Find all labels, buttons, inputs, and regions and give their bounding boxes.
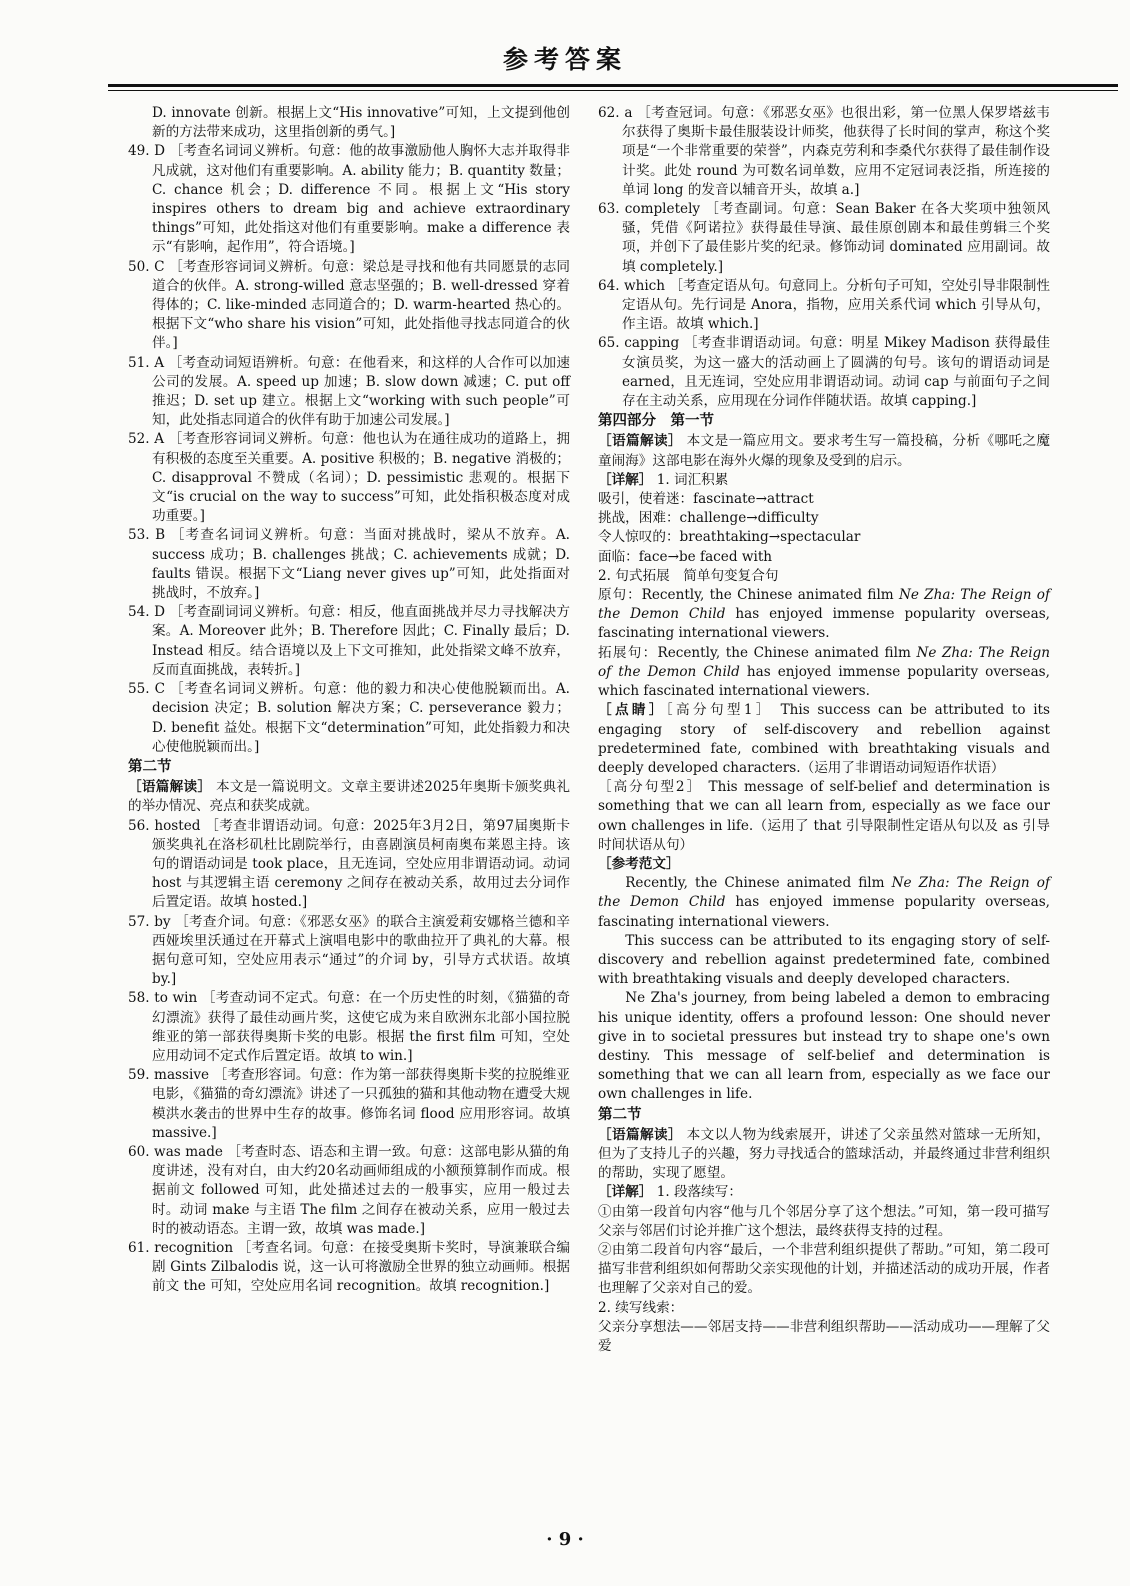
section-2-heading: 第二节: [598, 1106, 642, 1123]
tip1-label: ［高分句型1］: [665, 702, 773, 719]
part-4-heading: 第四部分 第一节: [598, 413, 714, 430]
answer-54: 54. D ［考查副词词义辨析。句意：相反，他直面挑战并尽力寻找解决方案。A. Moreover 此外；B. Therefore 因此；C. Finally 最后；D. Instead 相反。结合语境以及上下文可推知，此处指梁文峰不放弃，反而直面挑战，表转折。]: [128, 604, 570, 678]
reading-label: ［语篇解读］: [598, 1126, 682, 1143]
reading-text: 本文是一篇应用文。要求考生写一篇投稿，分析《哪吒之魔童闹海》这部电影在海外火爆的现象及受到的启示。: [598, 433, 1051, 469]
header-rule-thin: [108, 90, 1118, 91]
page-number: · 9 ·: [546, 1529, 584, 1550]
answer-52: 52. A ［考查形容词词义辨析。句意：他也认为在通往成功的道路上，拥有积极的态度至关重要。A. positive 积极的；B. negative 消极的；C. disapproval 不赞成（名词）；D. pessimistic 悲观的。根据下文“is crucial on the way to success”可知，此处指积极态度对成功重要。]: [128, 431, 570, 525]
ext-text-a: Recently, the Chinese animated film: [657, 644, 917, 661]
sample-paragraph-3: Ne Zha's journey, from being labeled a demon to embracing his unique identity, offers a profound lesson: One should never give in to societal pressures but instead try to shape one's own destiny. This message of self-belief and determination is something that we can all learn from, especially as we face our own challenges in life.: [598, 990, 1050, 1103]
tip1-text: This success can be attributed to its engaging story of self-discovery and rebellion against predetermined fate, combined with breathtaking visuals and deeply developed characters.（运用了非谓语动词短语作状语）: [598, 702, 1050, 776]
sample-essay: [598, 874, 1050, 1104]
tip-label: ［点睛］: [598, 702, 666, 719]
answer-58: 58. to win ［考查动词不定式。句意：在一个历史性的时刻，《猫猫的奇幻漂流》获得了最佳动画片奖，这使它成为来自欧洲东北部小国拉脱维亚的第一部获得奥斯卡奖的电影。根据 the first film 可知，空处应用动词不定式作后置定语。故填 to win.]: [128, 990, 570, 1064]
answer-48-continuation: D. innovate 创新。根据上文“His innovative”可知，上文提到他创新的方法带来成功，这里指创新的勇气。]: [152, 105, 570, 141]
answer-57: 57. by ［考查介词。句意：《邪恶女巫》的联合主演爱莉安娜格兰德和辛西娅埃里沃通过在开幕式上演唱电影中的歌曲拉开了典礼的大幕。根据句意可知，空处应用表示“通过”的介词 by，引导方式状语。故填 by.]: [128, 913, 570, 988]
detail-block-2: [598, 1183, 1050, 1202]
answer-65: 65. capping ［考查非谓语动词。句意：明星 Mikey Madison 获得最佳女演员奖，为这一盛大的活动画上了圆满的句号。该句的谓语动词是 earned，且无连词，空处应用非谓语动词。动词 cap 与前面句子之间存在主动关系，应用现在分词作伴随状语。故填 capping.]: [598, 335, 1050, 410]
orig-label: 原句：: [598, 587, 642, 604]
reading-analysis-4: [598, 432, 1050, 470]
reading-text: 本文以人物为线索展开，讲述了父亲虽然对篮球一无所知，但为了支持儿子的兴趣，努力寻找适合的篮球活动，并最终通过非营利组织的帮助，实现了愿望。: [598, 1126, 1051, 1182]
answer-62: 62. a ［考查冠词。句意：《邪恶女巫》也很出彩，第一位黑人保罗塔兹韦尔获得了奥斯卡最佳服装设计师奖，他获得了长时间的掌声，称这个奖项是“一个非常重要的荣誉”，内森克劳利和李桑代尔获得了最佳制作设计奖。此处 round 为可数名词单数，应用不定冠词表泛指，所连接的单词 long 的发音以辅音开头，故填 a.]: [598, 105, 1050, 198]
tip2-text: This message of self-belief and determination is something that we can all learn from, especially as we face our own challenges in life.（运用了 that 引导限制性定语从句以及 as 引导时间状语从句）: [598, 779, 1050, 853]
ext-label: 拓展句：: [598, 644, 658, 661]
section-2-heading: 第二节: [128, 758, 172, 775]
reading-analysis: [128, 778, 570, 816]
film-title: Ne Zha: The Reign of the Demon Child: [598, 587, 1051, 623]
ext-text-b: has enjoyed immense popularity overseas, which fascinated international viewers.: [598, 663, 1050, 700]
tip-2: [598, 778, 1050, 855]
reading-analysis-2: [598, 1126, 1050, 1184]
answer-59: 59. massive ［考查形容词。句意：作为第一部获得奥斯卡奖的拉脱维亚电影，《猫猫的奇幻漂流》讲述了一只孤独的猫和其他动物在遭受大规模洪水袭击的世界中生存的故事。修饰名词 flood 应用形容词。故填 massive.]: [128, 1067, 570, 1141]
tip2-label: ［高分句型2］: [598, 779, 703, 796]
left-column: [128, 104, 570, 1297]
extended-sentence: [598, 644, 1050, 702]
answer-60: 60. was made ［考查时态、语态和主谓一致。句意：这部电影从猫的角度讲述，没有对白，由大约20名动画师组成的小额预算制作而成。根据前文 followed 可知，此处描述过去的一般事实，应用一般过去时。动词 make 与主语 The film 之间存在被动关系，应用一般过去时的被动语态。主谓一致，故填 was made.]: [128, 1143, 570, 1237]
detail-label: ［详解］: [598, 1184, 653, 1201]
expand-heading: 2. 句式拓展 简单句变复合句: [598, 567, 779, 584]
reading-text: 本文是一篇说明文。文章主要讲述2025年奥斯卡颁奖典礼的举办情况、亮点和获奖成就。: [128, 779, 571, 815]
film-title: Ne Zha: The Reign of the Demon Child: [598, 875, 1050, 911]
answer-55: 55. C ［考查名词词义辨析。句意：他的毅力和决心使他脱颖而出。A. decision 决定；B. solution 解决方案；C. perseverance 毅力；D. benefit 益处。根据下文“determination”可知，此处指毅力和决心使他脱颖而出。]: [128, 681, 570, 755]
detail-heading: 1. 词汇积累: [656, 471, 729, 488]
sample-essay-label: ［参考范文］: [598, 855, 680, 872]
page-title: 参考答案: [502, 45, 627, 74]
vocab-item: 面临：face→be faced with: [598, 548, 773, 565]
answer-63: 63. completely ［考查副词。句意：Sean Baker 在各大奖项中独领风骚，凭借《阿诺拉》获得最佳导演、最佳原创剧本和最佳剪辑三个奖项，并创下了最佳影片奖的纪录。修饰动词 dominated 应用副词。故填 completely.]: [598, 201, 1050, 275]
answer-56: 56. hosted ［考查非谓语动词。句意：2025年3月2日，第97届奥斯卡颁奖典礼在洛杉矶杜比剧院举行，由喜剧演员柯南奥布莱恩主持。该句的谓语动词是 took place，且无连词，空处应用非谓语动词。动词 host 与其逻辑主语 ceremony 之间存在被动关系，故用过去分词作后置定语。故填 hosted.]: [128, 817, 570, 911]
vocab-item: 令人惊叹的：breathtaking→spectacular: [598, 529, 861, 546]
answer-49: 49. D ［考查名词词义辨析。句意：他的故事激励他人胸怀大志并取得非凡成就，这对他们有重要影响。A. ability 能力；B. quantity 数量；C. chance 机会；D. difference 不同。根据上文“His story inspires others to dream big and achieve extraordinary things”可知，此处指这对他们有重要影响。make a difference 表示“有影响，起作用”，符合语境。]: [128, 143, 570, 256]
vocab-item: 吸引，使着迷：fascinate→attract: [598, 491, 814, 508]
detail-label: ［详解］: [598, 471, 653, 488]
answer-53: 53. B ［考查名词词义辨析。句意：当面对挑战时，梁从不放弃。A. success 成功；B. challenges 挑战；C. achievements 成就；D. faults 错误。根据下文“Liang never gives up”可知，此处指面对挑战时，不放弃。]: [128, 527, 570, 602]
clue-text: 父亲分享想法——邻居支持——非营利组织帮助——活动成功——理解了父爱: [598, 1318, 1050, 1354]
answer-61: 61. recognition ［考查名词。句意：在接受奥斯卡奖时，导演兼联合编剧 Gints Zilbalodis 说，这一认可将激励全世界的独立动画师。根据前文 the 可知，空处应用名词 recognition。故填 recognition.]: [128, 1239, 570, 1295]
answer-50: 50. C ［考查形容词词义辨析。句意：梁总是寻找和他有共同愿景的志同道合的伙伴。A. strong-willed 意志坚强的；B. well-dressed 穿着得体的；C. like-minded 志同道合的；D. warm-hearted 热心的。根据下文“who share his vision”可知，此处指他寻找志同道合的伙伴。]: [128, 258, 570, 352]
orig-text-a: Recently, the Chinese animated film: [641, 587, 899, 604]
sample-p1-b: has enjoyed immense popularity overseas, fascinating international viewers.: [598, 894, 1050, 930]
answer-64: 64. which ［考查定语从句。句意同上。分析句子可知，空处引导非限制性定语从句。先行词是 Anora，指物，应用关系代词 which 引导从句，作主语。故填 which.]: [598, 277, 1050, 333]
detail-paragraph-2: ②由第二段首句内容“最后，一个非营利组织提供了帮助。”可知，第二段可描写非营利组织如何帮助父亲实现他的计划，并描述活动的成功开展，作者也理解了父亲对自己的爱。: [598, 1241, 1050, 1297]
sample-paragraph-1: [598, 874, 1050, 932]
vocab-item: 挑战，困难：challenge→difficulty: [598, 510, 819, 527]
clue-heading: 2. 续写线索：: [598, 1299, 684, 1316]
tip-1: [598, 701, 1050, 778]
page-header: [0, 40, 1130, 76]
detail-paragraph-1: ①由第一段首句内容“他与几个邻居分享了这个想法。”可知，第一段可描写父亲与邻居们讨论并推广这个想法，最终获得支持的过程。: [598, 1203, 1050, 1239]
answer-51: 51. A ［考查动词短语辨析。句意：在他看来，和这样的人合作可以加速公司的发展。A. speed up 加速；B. slow down 减速；C. put off 推迟；D. set up 建立。根据上文“working with such people”可知，此处指志同道合的伙伴有助于加速公司发展。]: [128, 354, 570, 429]
right-column: [598, 104, 1050, 1356]
film-title: Ne Zha: The Reign of the Demon Child: [598, 644, 1050, 680]
header-rule-thick: [108, 84, 1118, 87]
detail-block: [598, 471, 1050, 490]
sample-paragraph-2: This success can be attributed to its engaging story of self-discovery and rebellion against predetermined fate, combined with breathtaking visuals and deeply developed characters.: [598, 932, 1050, 988]
orig-text-b: has enjoyed immense popularity overseas, fascinating international viewers.: [598, 606, 1050, 642]
reading-label: ［语篇解读］: [128, 779, 212, 796]
sample-p1-a: Recently, the Chinese animated film: [625, 875, 892, 892]
detail-heading: 1. 段落续写：: [656, 1184, 742, 1201]
reading-label: ［语篇解读］: [598, 433, 682, 450]
original-sentence: [598, 586, 1050, 644]
